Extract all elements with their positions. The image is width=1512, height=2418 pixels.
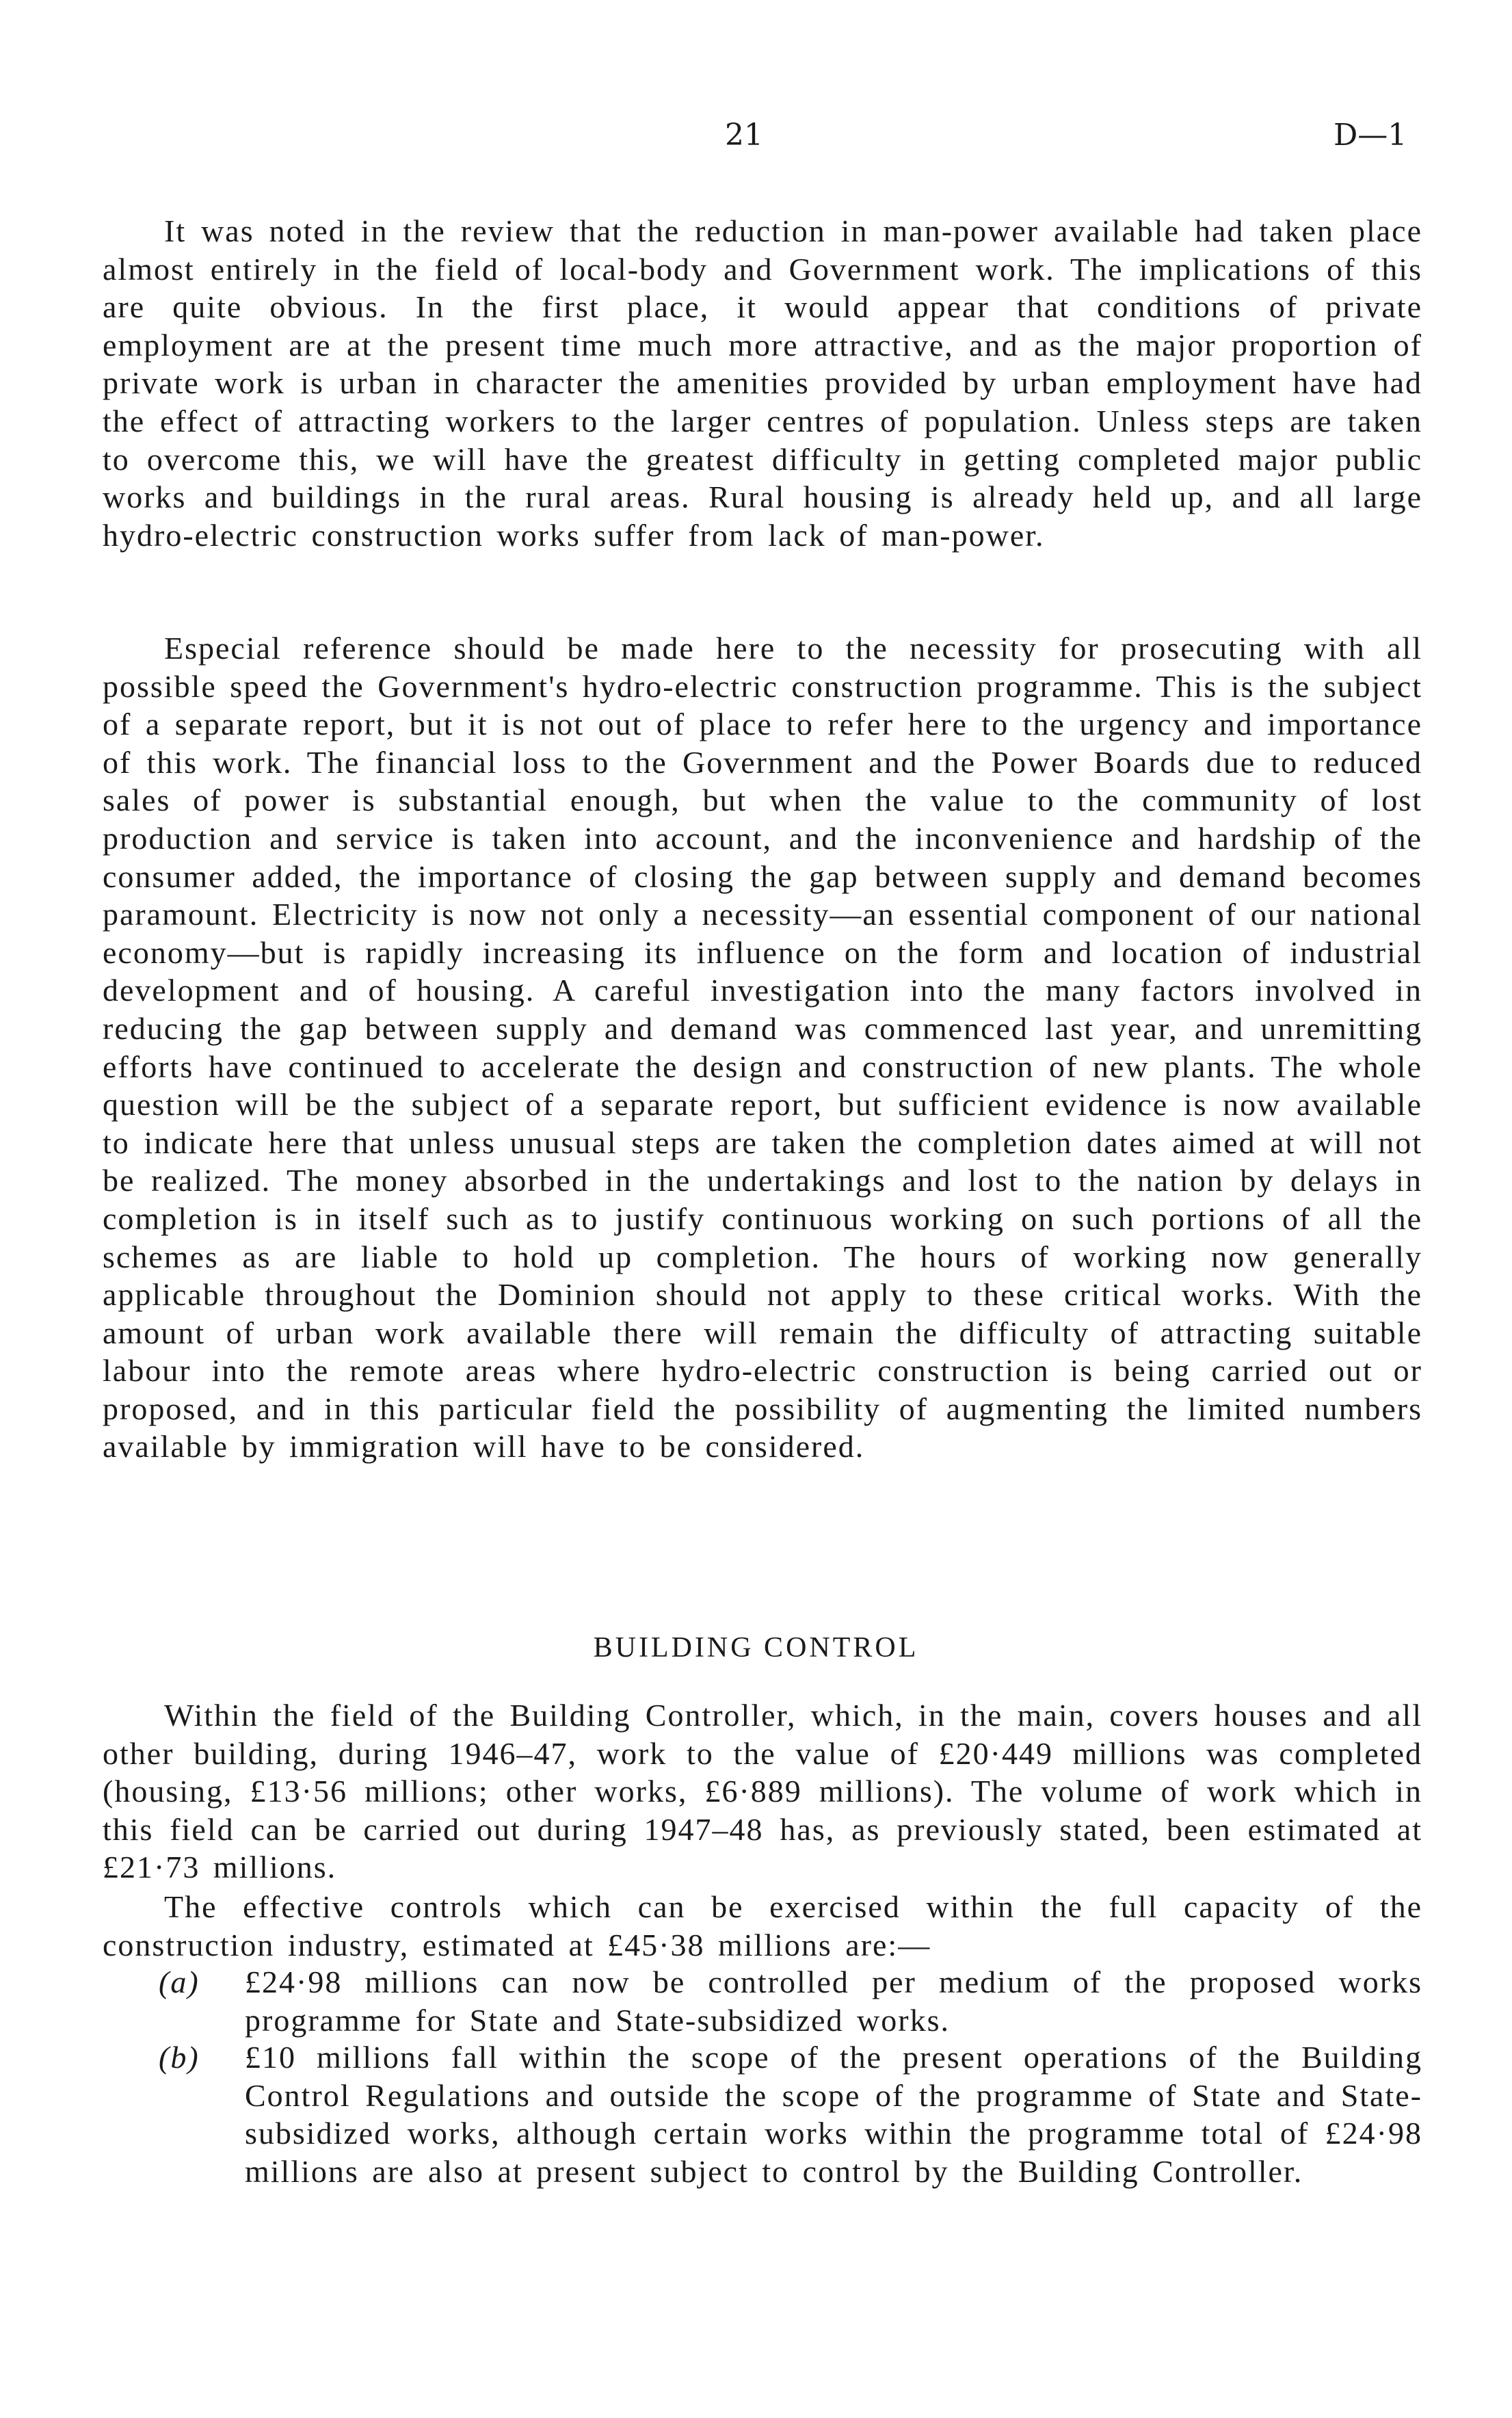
list-item-text: £10 millions fall within the scope of the present operations of the Building Control Regulations and outside the scope of the programme of State and State-subsidized works, although certain works within the programme total of £24·98 millions are also at present subject to control by the Building Controller. — [245, 2040, 1422, 2189]
paragraph-block — [103, 212, 1422, 554]
list-marker: (b) — [159, 2040, 200, 2075]
paragraph-block — [103, 1696, 1422, 1887]
page-number: 21 — [725, 118, 763, 153]
paragraph-block — [103, 1888, 1422, 1964]
paragraph-manpower-review: It was noted in the review that the reduction in man-power available had taken place almost entirely in the field of local-body and Government work. The implications of this are quite obvious. In the first place, it would appear that conditions of private employment are at the present time much more attractive, and as the major proportion of private work is urban in character the amenities provided by urban employment have had the effect of attracting workers to the larger centres of population. Unless steps are taken to overcome this, we will have the greatest difficulty in getting completed major public works and buildings in the rural areas. Rural housing is already held up, and all large hydro-electric construction works suffer from lack of man-power. — [103, 213, 1422, 553]
paragraph-hydro-electric: Especial reference should be made here to the necessity for prosecuting with all possible speed the Government's hydro-electric construction programme. This is the subject of a separate report, but it is not out of place to refer here to the urgency and importance of this work. The financial loss to the Government and the Power Boards due to reduced sales of power is substantial enough, but when the value to the community of lost production and service is taken into account, and the inconvenience and hardship of the consumer added, the importance of closing the gap between supply and demand becomes paramount. Electricity is now not only a necessity—an essential component of our national economy—but is rapidly increasing its influence on the form and location of industrial development and of housing. A careful investigation into the many factors involved in reducing the gap between supply and demand was commenced last year, and unremitting efforts have continued to accelerate the design and construction of new plants. The whole question will be the subject of a separate report, but sufficient evidence is now available to indicate here that unless unusual steps are taken the completion dates aimed at will not be realized. The money absorbed in the undertakings and lost to the nation by delays in completion is in itself such as to justify continuous working on such portions of all the schemes as are liable to hold up completion. The hours of working now generally applicable throughout the Dominion should not apply to these critical works. With the amount of urban work available there will remain the difficulty of attracting suitable labour into the remote areas where hydro-electric construction is being carried out or proposed, and in this particular field the possibility of augmenting the limited numbers available by immigration will have to be considered. — [103, 631, 1422, 1464]
list-item — [103, 1963, 1422, 2039]
list-marker: (a) — [159, 1964, 200, 1999]
paragraph-block — [103, 629, 1422, 1466]
list-item — [103, 2038, 1422, 2190]
paragraph-building-controller: Within the field of the Building Controller, which, in the main, covers houses and all other building, during 1946–47, work to the value of £20·449 millions was completed (housing, £13·56 millions; other works, £6·889 millions). The volume of work which in this field can be carried out during 1947–48 has, as previously stated, been estimated at £21·73 millions. — [103, 1698, 1422, 1885]
document-code: D—1 — [1334, 118, 1407, 153]
paragraph-effective-controls: The effective controls which can be exercised within the full capacity of the construction industry, estimated at £45·38 millions are:— — [103, 1889, 1422, 1962]
list-item-text: £24·98 millions can now be controlled per medium of the proposed works programme for State and State-subsidized works. — [245, 1964, 1422, 2038]
section-heading: BUILDING CONTROL — [593, 1632, 919, 1664]
